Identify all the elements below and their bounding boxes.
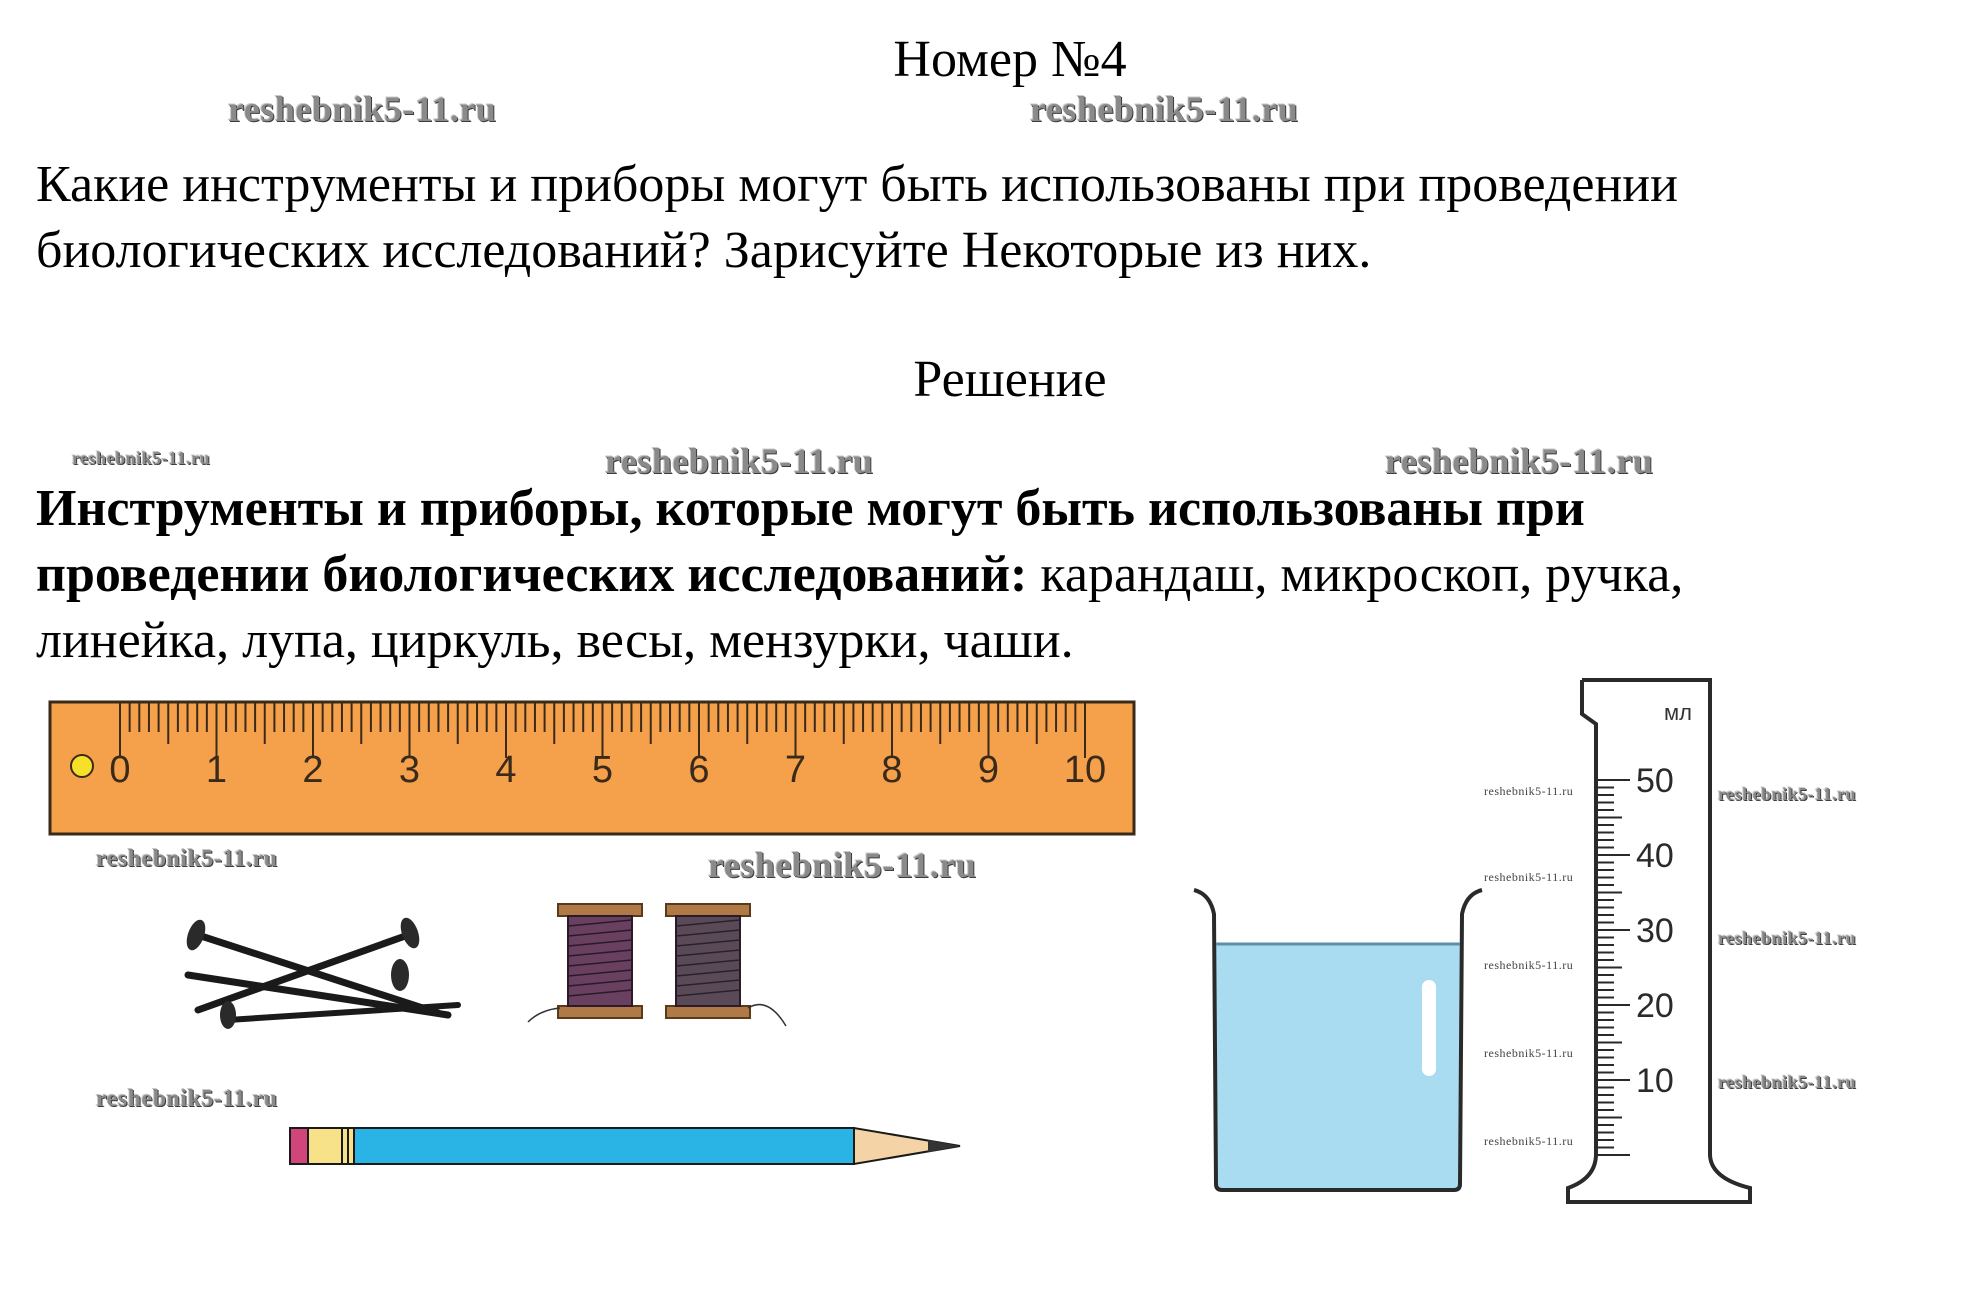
watermark: reshebnik5-11.ru [1718,928,1857,948]
beaker-illustration [1190,884,1490,1196]
watermark: reshebnik5-11.ru [228,89,497,129]
cylinder-unit-label: мл [1664,700,1692,725]
ruler-label: 8 [881,749,903,791]
spool-left [528,904,642,1022]
pencil-illustration [288,1118,968,1174]
ruler-label: 5 [591,749,614,791]
ruler-label: 2 [302,749,324,791]
watermark: reshebnik5-11.ru [1718,1072,1857,1092]
ruler-label: 0 [109,749,131,791]
question-line-2: биологических исследований? Зарисуйте Некоторые из них. [36,222,1372,279]
answer-bold-line-1: Инструменты и приборы, которые могут быть использованы при [36,480,1585,537]
watermark: reshebnik5-11.ru [72,448,211,468]
ruler-label: 1 [205,749,228,791]
ruler-label: 3 [398,749,421,791]
nails-illustration [168,905,468,1035]
graduated-cylinder-illustration [1560,678,1760,1208]
watermark: reshebnik5-11.ru [1484,1134,1574,1148]
cylinder-label: 50 [1636,762,1674,800]
answer-bold-line-2: проведении биологических исследований: [36,546,1028,603]
watermark: reshebnik5-11.ru [1484,784,1574,798]
ruler-label: 10 [1063,749,1107,791]
watermark: reshebnik5-11.ru [605,441,874,481]
ruler-label: 6 [688,749,710,791]
watermark: reshebnik5-11.ru [1718,784,1857,804]
ruler-label: 7 [784,749,807,791]
watermark: reshebnik5-11.ru [1030,89,1299,129]
cylinder-ticks [1596,780,1630,1155]
answer-text [36,476,1956,674]
solution-heading: Решение [913,351,1107,408]
watermark: reshebnik5-11.ru [96,1086,278,1112]
cylinder-label: 10 [1636,1062,1674,1100]
answer-line-2-rest: карандаш, микроскоп, ручка, [1027,546,1684,603]
watermark: reshebnik5-11.ru [1484,958,1574,972]
watermark: reshebnik5-11.ru [1484,870,1574,884]
cylinder-label: 20 [1636,987,1674,1025]
watermark: reshebnik5-11.ru [708,845,977,885]
ruler-illustration [48,700,1138,840]
page-title: Номер №4 [893,31,1127,88]
cylinder-label: 30 [1636,912,1674,950]
thread-spools-illustration [520,900,800,1030]
ruler-label: 4 [495,749,517,791]
question-text [36,152,1956,284]
watermark: reshebnik5-11.ru [1484,1046,1574,1060]
watermark: reshebnik5-11.ru [1385,441,1654,481]
cylinder-labels [1636,762,1674,1100]
watermark: reshebnik5-11.ru [96,846,278,872]
question-line-1: Какие инструменты и приборы могут быть использованы при проведении [36,156,1678,213]
ruler-label: 9 [977,749,1000,791]
spool-right [666,904,786,1026]
cylinder-label: 40 [1636,837,1674,875]
answer-line-3: линейка, лупа, циркуль, весы, мензурки, чаши. [36,612,1074,669]
